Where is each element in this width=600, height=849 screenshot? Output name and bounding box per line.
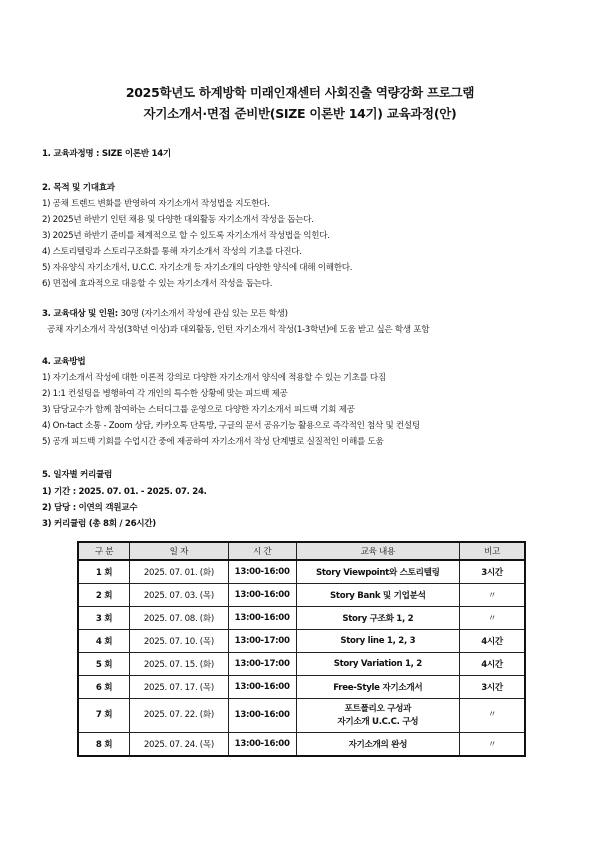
section2-item-2: 2) 2025년 하반기 인턴 채용 및 다양한 대외활동 자기소개서 작성을 돕는다. [42,215,314,225]
section2-item-3: 3) 2025년 하반기 준비를 체계적으로 할 수 있도록 자기소개서 작성법을 익힌다. [42,231,330,241]
row-note: 4시간 [460,653,525,676]
section4-item-2: 2) 1:1 컨설팅을 병행하여 각 개인의 특수한 상황에 맞는 피드백 제공 [42,389,288,399]
table-header-row [78,542,525,560]
row-time: 13:00-16:00 [228,676,296,699]
table-row [78,560,525,584]
row-session: 3 회 [78,607,130,630]
row-session: 6 회 [78,676,130,699]
row-session: 4 회 [78,630,130,653]
row-session: 1 회 [78,560,130,584]
section5-heading: 5. 일자별 커리큘럼 [42,470,113,480]
section4-item-1: 1) 자기소개서 작성에 대한 이론적 강의로 다양한 자기소개서 양식에 적용할 수 있는 기초를 다짐 [42,373,386,383]
section4-heading: 4. 교육방법 [42,357,86,367]
row-date: 2025. 07. 24. (목) [130,733,229,757]
row-content-line2: 자기소개 U.C.C. 구성 [337,716,419,727]
table-row [78,630,525,653]
row-session: 8 회 [78,733,130,757]
row-time: 13:00-16:00 [228,733,296,757]
header-note: 비고 [460,542,525,560]
section3-heading-label: 3. 교육대상 및 인원: [42,309,121,319]
row-time: 13:00-17:00 [228,630,296,653]
row-note: 4시간 [460,630,525,653]
header-date: 일 자 [130,542,229,560]
row-content [296,699,459,733]
section3-detail: 공채 자기소개서 작성(3학년 이상)과 대외활동, 인턴 자기소개서 작성(1-3학년)에 도움 받고 싶은 학생 포함 [47,325,430,335]
curriculum-table [77,541,526,757]
section3-note: (자기소개서 작성에 관심 있는 모든 학생) [138,309,288,319]
section5-curriculum-summary: 3) 커리큘럼 (총 8회 / 26시간) [42,519,156,529]
row-date: 2025. 07. 15. (화) [130,653,229,676]
row-content-line1: 포트폴리오 구성과 [344,703,412,714]
row-content: Story Bank 및 기업분석 [296,584,459,607]
header-time: 시 간 [228,542,296,560]
row-session: 7 회 [78,699,130,733]
row-date: 2025. 07. 22. (화) [130,699,229,733]
section2-heading: 2. 목적 및 기대효과 [42,183,115,193]
row-content: Story 구조화 1, 2 [296,607,459,630]
table-row [78,676,525,699]
row-date: 2025. 07. 08. (화) [130,607,229,630]
row-date: 2025. 07. 17. (목) [130,676,229,699]
row-date: 2025. 07. 10. (목) [130,630,229,653]
table-row [78,607,525,630]
table-row [78,653,525,676]
row-content: Story Variation 1, 2 [296,653,459,676]
row-content: Story line 1, 2, 3 [296,630,459,653]
section5-period: 1) 기간 : 2025. 07. 01. - 2025. 07. 24. [42,487,207,497]
row-time: 13:00-16:00 [228,560,296,584]
table-row [78,733,525,757]
section3-count: 30명 [120,309,139,319]
section4-item-3: 3) 담당교수가 함께 참여하는 스터디그룹 운영으로 다양한 자기소개서 피드백 기회 제공 [42,405,355,415]
section3-heading [42,308,288,320]
section4-item-4: 4) On-tact 소통 - Zoom 상담, 카카오톡 단톡방, 구글의 문서 공유기능 활용으로 즉각적인 첨삭 및 컨설팅 [42,421,420,431]
row-time: 13:00-16:00 [228,584,296,607]
row-time: 13:00-16:00 [228,607,296,630]
section2-item-4: 4) 스토리텔링과 스토리구조화를 통해 자기소개서 작성의 기초를 다진다. [42,247,302,257]
row-note: 3시간 [460,676,525,699]
document-title-line1: 2025학년도 하계방학 미래인재센터 사회진출 역량강화 프로그램 [125,85,475,100]
section4-item-5: 5) 공개 피드백 기회를 수업시간 중에 제공하여 자기소개서 작성 단계별로 실질적인 이해를 도움 [42,437,384,447]
table-row [78,699,525,733]
row-time: 13:00-17:00 [228,653,296,676]
row-date: 2025. 07. 01. (화) [130,560,229,584]
row-session: 5 회 [78,653,130,676]
section2-item-1: 1) 공채 트렌드 변화를 반영하여 자기소개서 작성법을 지도한다. [42,199,270,209]
section1-heading: 1. 교육과정명 : SIZE 이론반 14기 [42,149,171,159]
row-content: Free-Style 자기소개서 [296,676,459,699]
section2-item-5: 5) 자유양식 자기소개서, U.C.C. 자기소개 등 자기소개의 다양한 양식에 대해 이해한다. [42,263,353,273]
header-session: 구 분 [78,542,130,560]
row-date: 2025. 07. 03. (목) [130,584,229,607]
section2-item-6: 6) 면접에 효과적으로 대응할 수 있는 자기소개서 작성을 돕는다. [42,279,273,289]
row-note: 〃 [460,607,525,630]
row-note: 〃 [460,699,525,733]
row-note: 〃 [460,733,525,757]
table-row [78,584,525,607]
row-time: 13:00-16:00 [228,699,296,733]
section5-instructor: 2) 담당 : 이연의 객원교수 [42,503,138,513]
row-note: 〃 [460,584,525,607]
row-session: 2 회 [78,584,130,607]
row-content: Story Viewpoint와 스토리텔링 [296,560,459,584]
row-note: 3시간 [460,560,525,584]
document-title-line2: 자기소개서·면접 준비반(SIZE 이론반 14기) 교육과정(안) [143,106,457,121]
row-content: 자기소개의 완성 [296,733,459,757]
header-content: 교육 내용 [296,542,459,560]
